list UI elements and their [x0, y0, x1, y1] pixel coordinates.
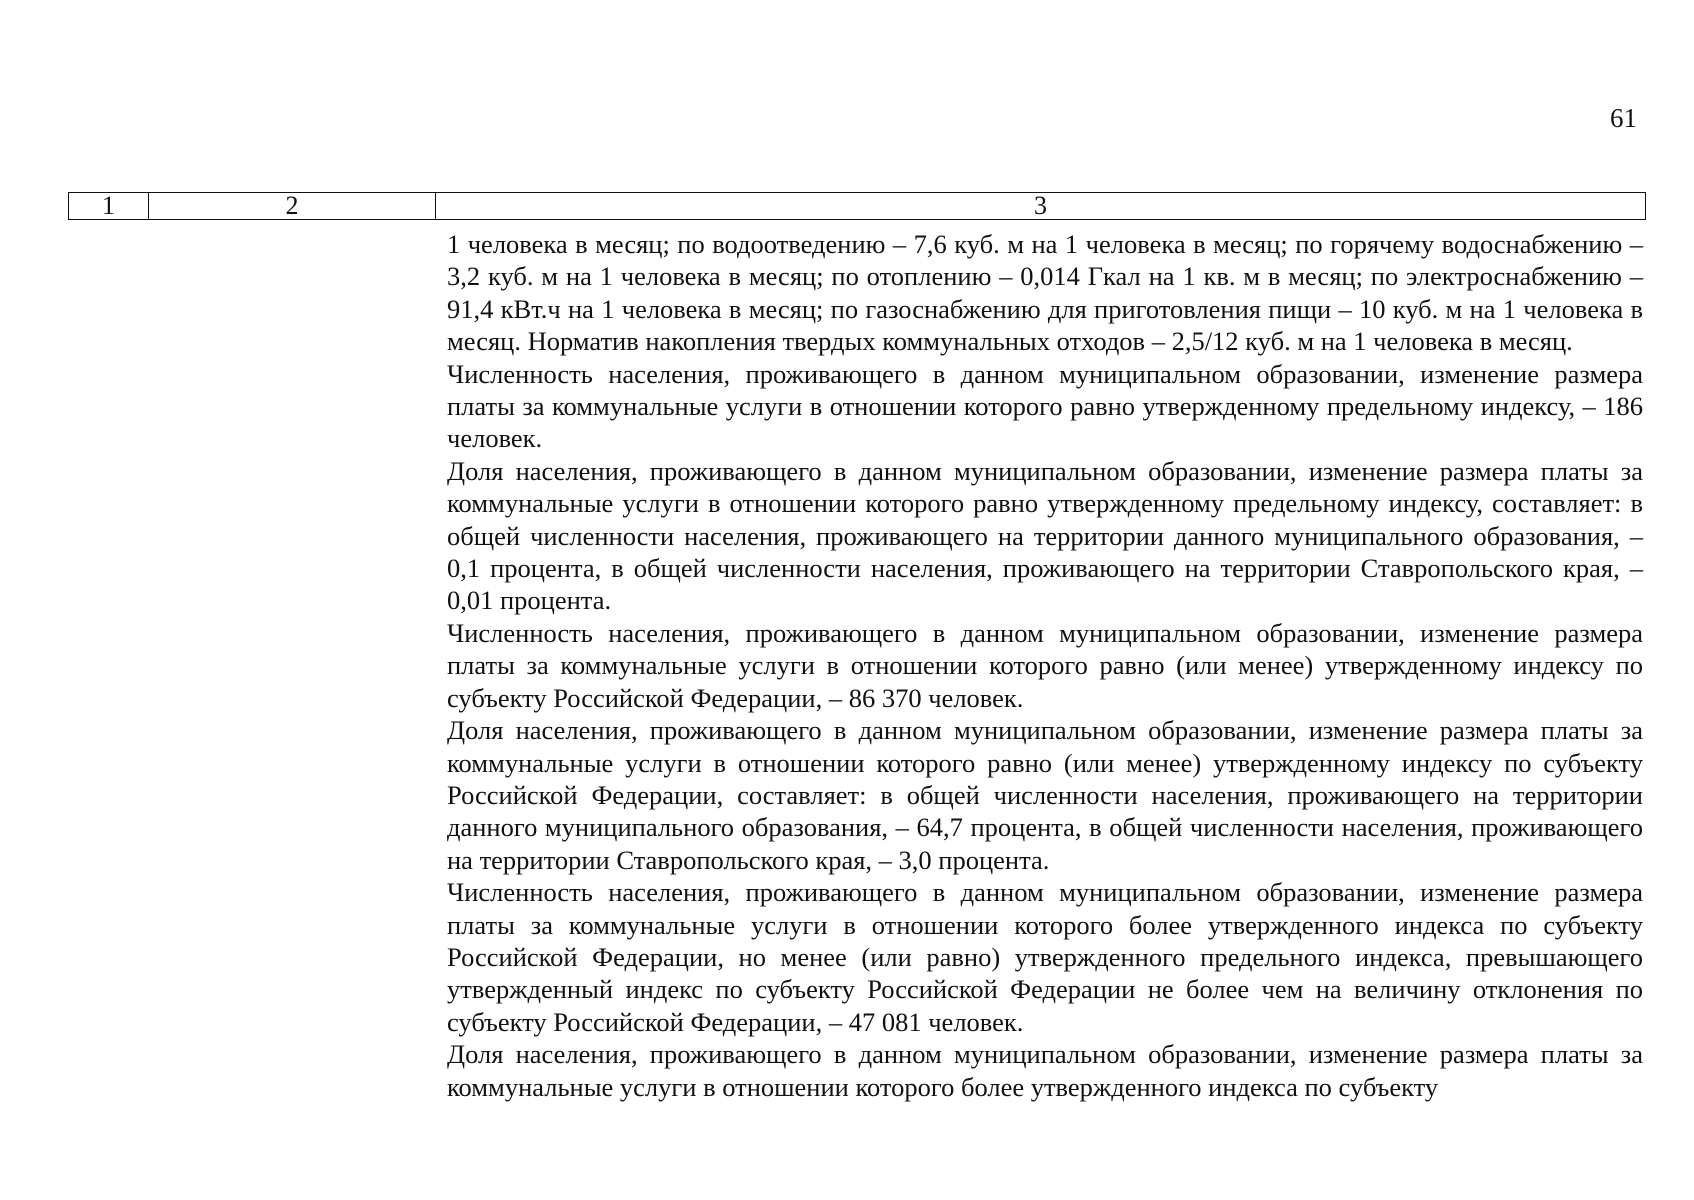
- column-header-2: 2: [149, 193, 436, 220]
- table-header: [68, 192, 1646, 220]
- paragraph: Доля населения, проживающего в данном муниципальном образовании, изменение размера платы за коммунальные услуги в отношении которого равно утвержденному предельному индексу, составляет: в общей численности населения, проживающего на территории данного муниципального образования, – 0,1 процента, в общей численности населения, проживающего на территории Ставропольского края, – 0,01 процента.: [447, 455, 1643, 616]
- paragraph: 1 человека в месяц; по водоотведению – 7,6 куб. м на 1 человека в месяц; по горячему водоснабжению – 3,2 куб. м на 1 человека в месяц; по отоплению – 0,014 Гкал на 1 кв. м в месяц; по электроснабжению – 91,4 кВт.ч на 1 человека в месяц; по газоснабжению для приготовления пищи – 10 куб. м на 1 человека в месяц. Норматив накопления твердых коммунальных отходов – 2,5/12 куб. м на 1 человека в месяц.: [447, 229, 1643, 357]
- column-3-content: [447, 228, 1643, 1103]
- paragraph: Численность населения, проживающего в данном муниципальном образовании, изменение размера платы за коммунальные услуги в отношении которого равно (или менее) утвержденному индексу по субъекту Российской Федерации, – 86 370 человек.: [447, 617, 1643, 713]
- paragraph: Доля населения, проживающего в данном муниципальном образовании, изменение размера платы за коммунальные услуги в отношении которого равно (или менее) утвержденному индексу по субъекту Российской Федерации, составляет: в общей численности населения, проживающего на территории данного муниципального образования, – 64,7 процента, в общей численности населения, проживающего на территории Ставропольского края, – 3,0 процента.: [447, 715, 1643, 875]
- paragraph: Доля населения, проживающего в данном муниципальном образовании, изменение размера платы за коммунальные услуги в отношении которого более утвержденного индекса по субъекту: [447, 1039, 1643, 1102]
- paragraph: Численность населения, проживающего в данном муниципальном образовании, изменение размера платы за коммунальные услуги в отношении которого равно утвержденному предельному индексу, – 186 человек.: [447, 358, 1643, 454]
- page-number: 61: [1610, 103, 1637, 133]
- column-header-3: 3: [436, 193, 1646, 220]
- table-header-row: [69, 193, 1646, 220]
- paragraph: Численность населения, проживающего в данном муниципальном образовании, изменение размера платы за коммунальные услуги в отношении которого более утвержденного индекса по субъекту Российской Федерации, но менее (или равно) утвержденного предельного индекса, превышающего утвержденный индекс по субъекту Российской Федерации не более чем на величину отклонения по субъекту Российской Федерации, – 47 081 человек.: [447, 877, 1643, 1037]
- column-header-1: 1: [69, 193, 149, 220]
